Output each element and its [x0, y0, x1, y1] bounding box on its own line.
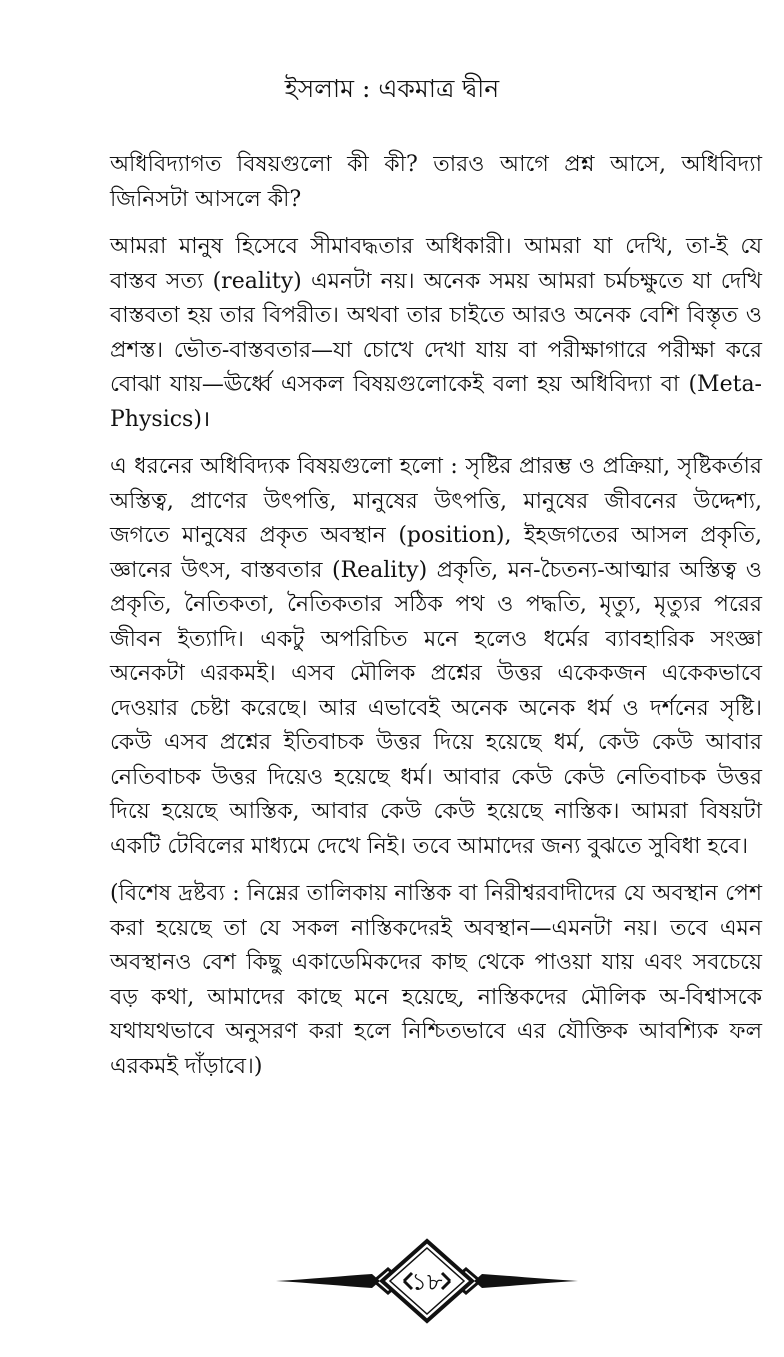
page-number-ornament	[272, 1236, 582, 1326]
running-header: ইসলাম : একমাত্র দ্বীন	[284, 74, 500, 103]
paragraph-3: এ ধরনের অধিবিদ্যক বিষয়গুলো হলো : সৃষ্টির প্রারম্ভ ও প্রক্রিয়া, সৃষ্টিকর্তার অস্তিত্ব, প্রাণের উৎপত্তি, মানুষের উৎপত্তি, মানুষের জীবনের উদ্দেশ্য, জগতে মানুষের প্রকৃত অবস্থান (position), ইহজগতের আসল প্রকৃতি, জ্ঞানের উৎস, বাস্তবতার (Reality) প্রকৃতি, মন-চৈতন্য-আত্মার অস্তিত্ব ও প্রকৃতি, নৈতিকতা, নৈতিকতার সঠিক পথ ও পদ্ধতি, মৃত্যু, মৃত্যুর পরের জীবন ইত্যাদি। একটু অপরিচিত মনে হলেও ধর্মের ব্যাবহারিক সংজ্ঞা অনেকটা এরকমই। এসব মৌলিক প্রশ্নের উত্তর একেকজন একেকভাবে দেওয়ার চেষ্টা করেছে। আর এভাবেই অনেক অনেক ধর্ম ও দর্শনের সৃষ্টি। কেউ এসব প্রশ্নের ইতিবাচক উত্তর দিয়ে হয়েছে ধর্ম, কেউ কেউ আবার নেতিবাচক উত্তর দিয়েও হয়েছে ধর্ম। আবার কেউ কেউ নেতিবাচক উত্তর দিয়ে হয়েছে আস্তিক, আবার কেউ কেউ হয়েছে নাস্তিক। আমরা বিষয়টা একটি টেবিলের মাধ্যমে দেখে নিই। তবে আমাদের জন্য বুঝতে সুবিধা হবে।	[110, 454, 762, 859]
paragraph-2: আমরা মানুষ হিসেবে সীমাবদ্ধতার অধিকারী। আমরা যা দেখি, তা-ই যে বাস্তব সত্য (reality) এমনটা নয়। অনেক সময় আমরা চর্মচক্ষুতে যা দেখি বাস্তবতা হয় তার বিপরীত। অথবা তার চাইতে আরও অনেক বেশি বিস্তৃত ও প্রশস্ত। ভৌত-বাস্তবতার—যা চোখে দেখা যায় বা পরীক্ষাগারে পরীক্ষা করে বোঝা যায়—ঊর্ধ্বে এসকল বিষয়গুলোকেই বলা হয় অধিবিদ্যা বা (Meta-Physics)।	[110, 234, 762, 432]
paragraph-1: অধিবিদ্যাগত বিষয়গুলো কী কী? তারও আগে প্রশ্ন আসে, অধিবিদ্যা জিনিসটা আসলে কী?	[110, 152, 762, 212]
right-flourish-icon	[474, 1274, 578, 1288]
paragraph-4-note: (বিশেষ দ্রষ্টব্য : নিম্নের তালিকায় নাস্তিক বা নিরীশ্বরবাদীদের যে অবস্থান পেশ করা হয়েছে তা যে সকল নাস্তিকদেরই অবস্থান—এমনটা নয়। তবে এমন অবস্থানও বেশ কিছু একাডেমিকদের কাছ থেকে পাওয়া যায় এবং সবচেয়ে বড় কথা, আমাদের কাছে মনে হয়েছে, নাস্তিকদের মৌলিক অ-বিশ্বাসকে যথাযথভাবে অনুসরণ করা হলে নিশ্চিতভাবে এর যৌক্তিক আবশ্যিক ফল এরকমই দাঁড়াবে।)	[110, 881, 762, 1079]
page-number: ১৮	[411, 1268, 443, 1296]
body-text	[110, 148, 762, 1097]
left-flourish-icon	[276, 1274, 380, 1288]
